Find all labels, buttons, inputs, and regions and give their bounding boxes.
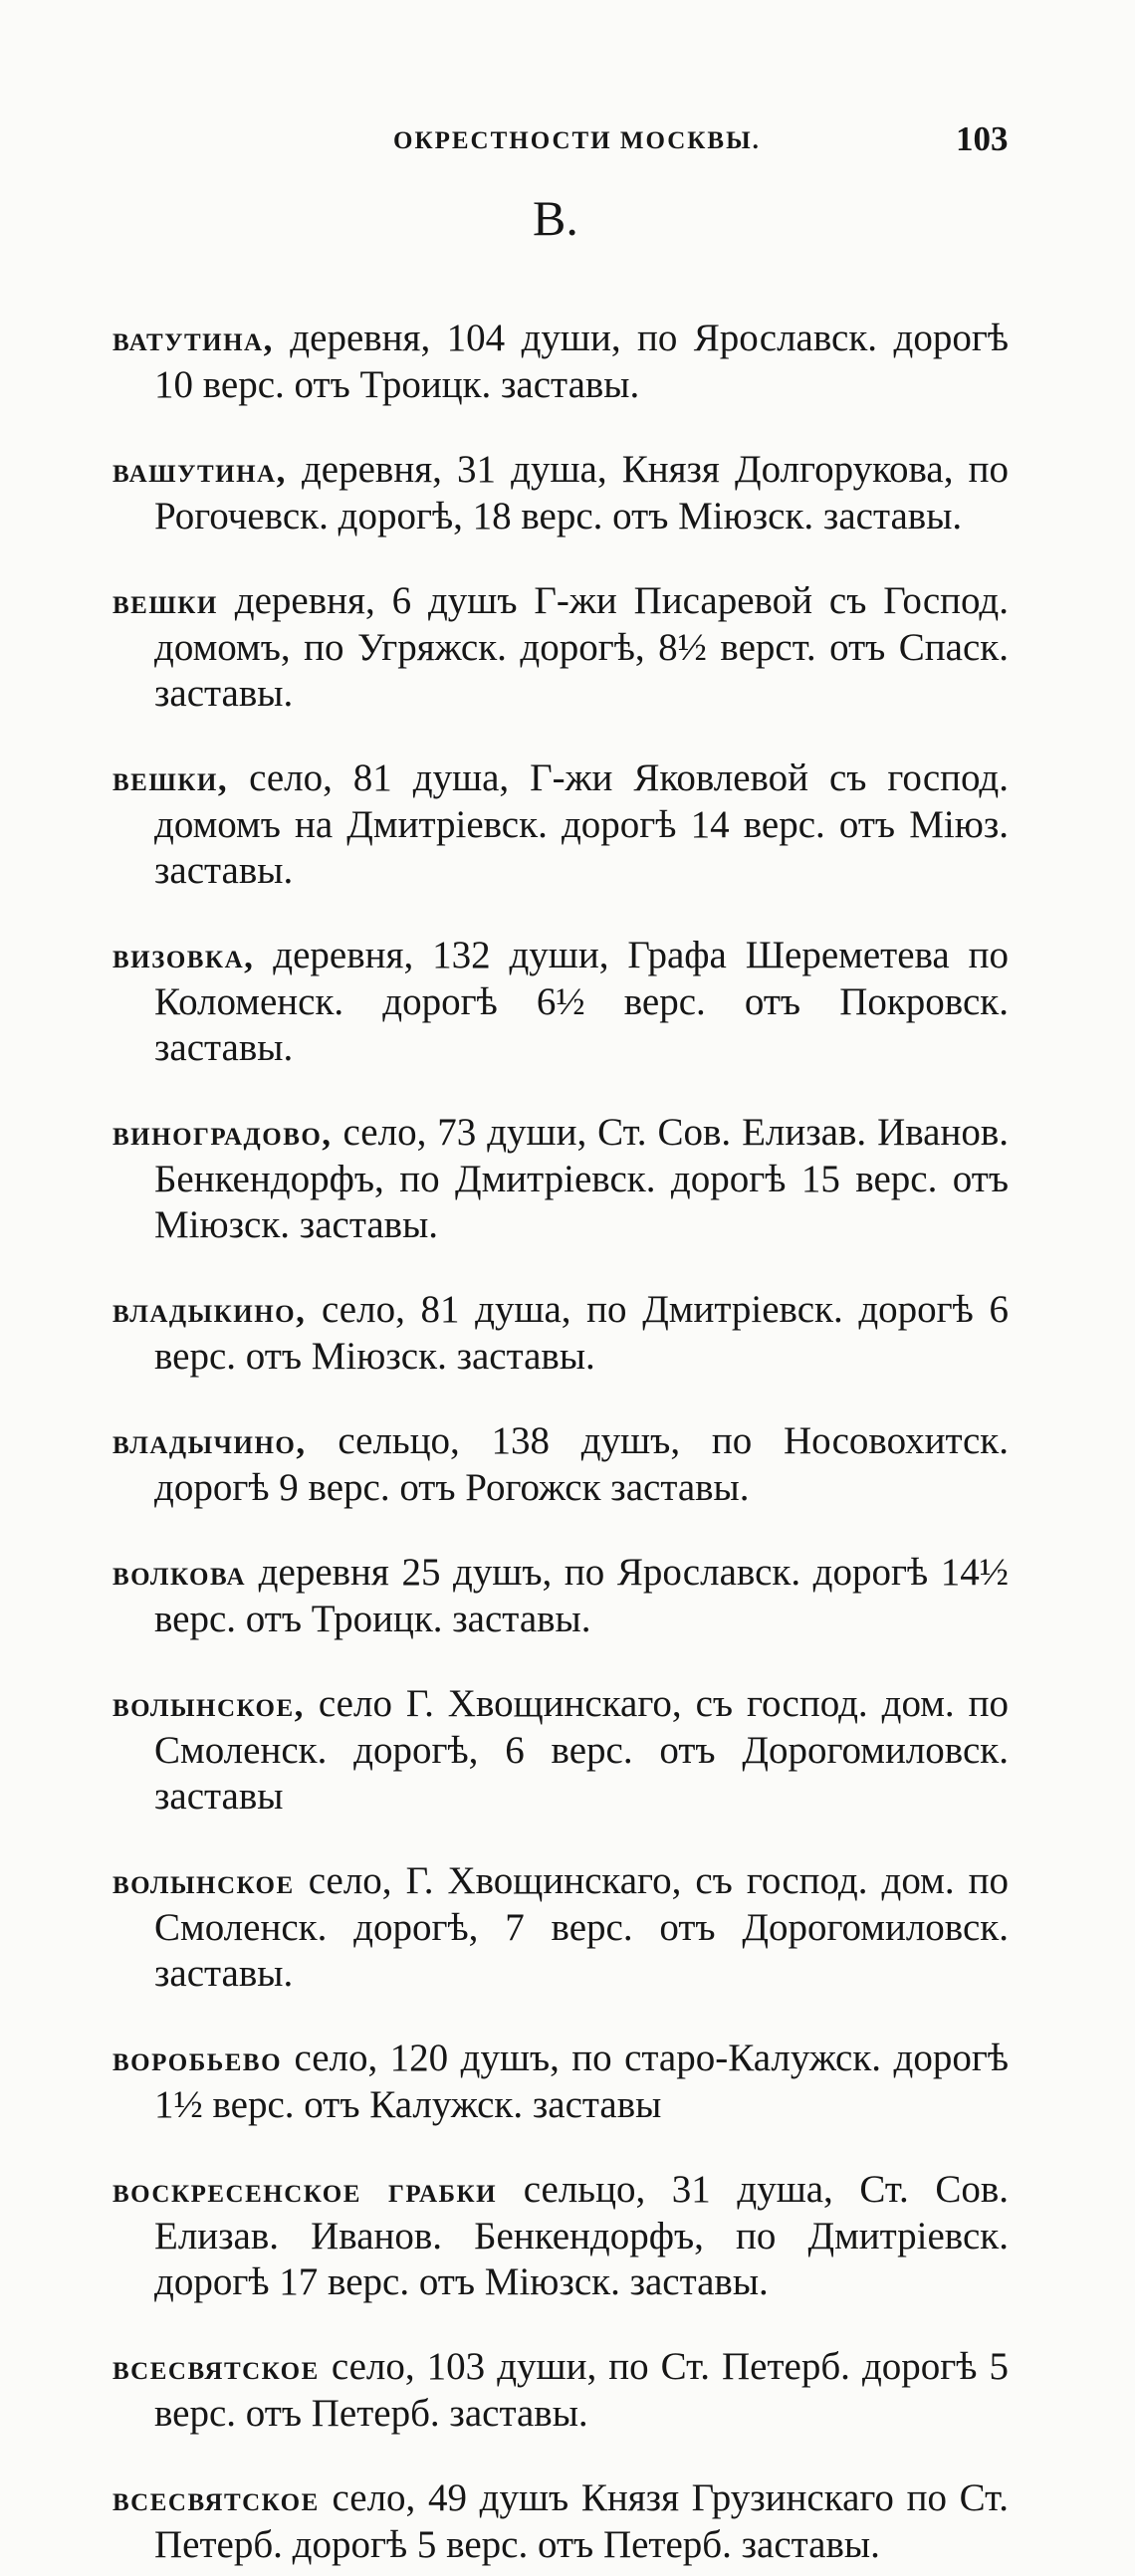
entry-headword: волынское xyxy=(113,1862,295,1901)
entry-text: деревня 25 душъ, по Ярославск. дорогѣ 14½ верс. отъ Троицк. заставы. xyxy=(154,1551,1009,1640)
entry-text: село, Г. Хвощинскаго, съ господ. дом. по Смоленск. дорогѣ, 7 верс. отъ Дорогомиловск. заставы. xyxy=(154,1859,1009,1995)
entry xyxy=(113,316,1009,408)
entry-text: село, 103 души, по Ст. Петерб. дорогѣ 5 верс. отъ Петерб. заставы. xyxy=(154,2345,1009,2435)
entry-headword: вешки xyxy=(113,582,218,621)
entry-headword: вашутина, xyxy=(113,451,287,490)
running-head: ОКРЕСТНОСТИ МОСКВЫ. xyxy=(393,127,761,154)
entry xyxy=(113,1287,1009,1380)
entry-text: село, 73 души, Ст. Сов. Елизав. Иванов. Бенкендорфъ, по Дмитріевск. дорогѣ 15 верс. отъ Міюзск. заставы. xyxy=(154,1111,1009,1246)
entry xyxy=(113,933,1009,1071)
entry-headword: всесвятское xyxy=(113,2479,320,2518)
entry-headword: вешки, xyxy=(113,759,229,798)
gazetteer-entries xyxy=(113,277,1009,2576)
entry xyxy=(113,1858,1009,1997)
entry-headword: воскресенское грабки xyxy=(113,2171,498,2210)
page-number: 103 xyxy=(956,119,1009,158)
entry-headword: волкова xyxy=(113,1554,247,1593)
entry-text: деревня, 6 душъ Г-жи Писаревой съ Господ. домомъ, по Угряжск. дорогѣ, 8½ верст. отъ Спаск. заставы. xyxy=(154,579,1009,715)
entry-headword: ватутина, xyxy=(113,320,274,358)
entry xyxy=(113,447,1009,539)
entry-text: сельцо, 138 душъ, по Носовохитск. дорогѣ 9 верс. отъ Рогожск заставы. xyxy=(154,1419,1009,1509)
entry-headword: волынское, xyxy=(113,1685,305,1724)
entry xyxy=(113,755,1009,894)
entry xyxy=(113,1550,1009,1642)
entry xyxy=(113,578,1009,717)
entry-headword: воробьево xyxy=(113,2039,283,2078)
entry-text: село Г. Хвощинскаго, съ господ. дом. по Смоленск. дорогѣ, 6 верс. отъ Дорогомиловск. заставы xyxy=(154,1682,1009,1818)
entry xyxy=(113,2036,1009,2128)
entry-headword: всесвятское xyxy=(113,2348,320,2387)
entry-text: село, 81 душа, по Дмитріевск. дорогѣ 6 верс. отъ Міюзск. заставы. xyxy=(154,1288,1009,1378)
entry xyxy=(113,1418,1009,1511)
entry-headword: виноградово, xyxy=(113,1114,333,1153)
entry-text: село, 120 душъ, по старо-Калужск. дорогѣ 1½ верс. отъ Калужск. заставы xyxy=(154,2037,1009,2126)
entry-headword: владычино, xyxy=(113,1422,307,1461)
entry-text: деревня, 104 души, по Ярославск. дорогѣ 10 верс. отъ Троицк. заставы. xyxy=(154,317,1009,406)
entry xyxy=(113,1110,1009,1248)
entry-headword: визовка, xyxy=(113,937,255,975)
entry-text: село, 49 душъ Князя Грузинскаго по Ст. Петерб. дорогѣ 5 верс. отъ Петерб. заставы. xyxy=(154,2476,1009,2566)
entry xyxy=(113,1681,1009,1820)
entry xyxy=(113,2344,1009,2437)
entry xyxy=(113,2167,1009,2305)
entry xyxy=(113,2475,1009,2568)
entry-headword: владыкино, xyxy=(113,1291,307,1330)
entry-text: деревня, 132 души, Графа Шереметева по Коломенск. дорогѣ 6½ верс. отъ Покровск. заставы. xyxy=(154,934,1009,1069)
entry-text: село, 81 душа, Г-жи Яковлевой съ господ. домомъ на Дмитріевск. дорогѣ 14 верс. отъ Міюз. заставы. xyxy=(154,756,1009,892)
entry-text: деревня, 31 душа, Князя Долгорукова, по Рогочевск. дорогѣ, 18 верс. отъ Міюзск. заставы. xyxy=(154,448,1009,537)
section-letter: В. xyxy=(533,190,578,246)
entry-text: сельцо, 31 душа, Ст. Сов. Елизав. Иванов. Бенкендорфъ, по Дмитріевск. дорогѣ 17 верс. отъ Міюзск. заставы. xyxy=(154,2168,1010,2303)
